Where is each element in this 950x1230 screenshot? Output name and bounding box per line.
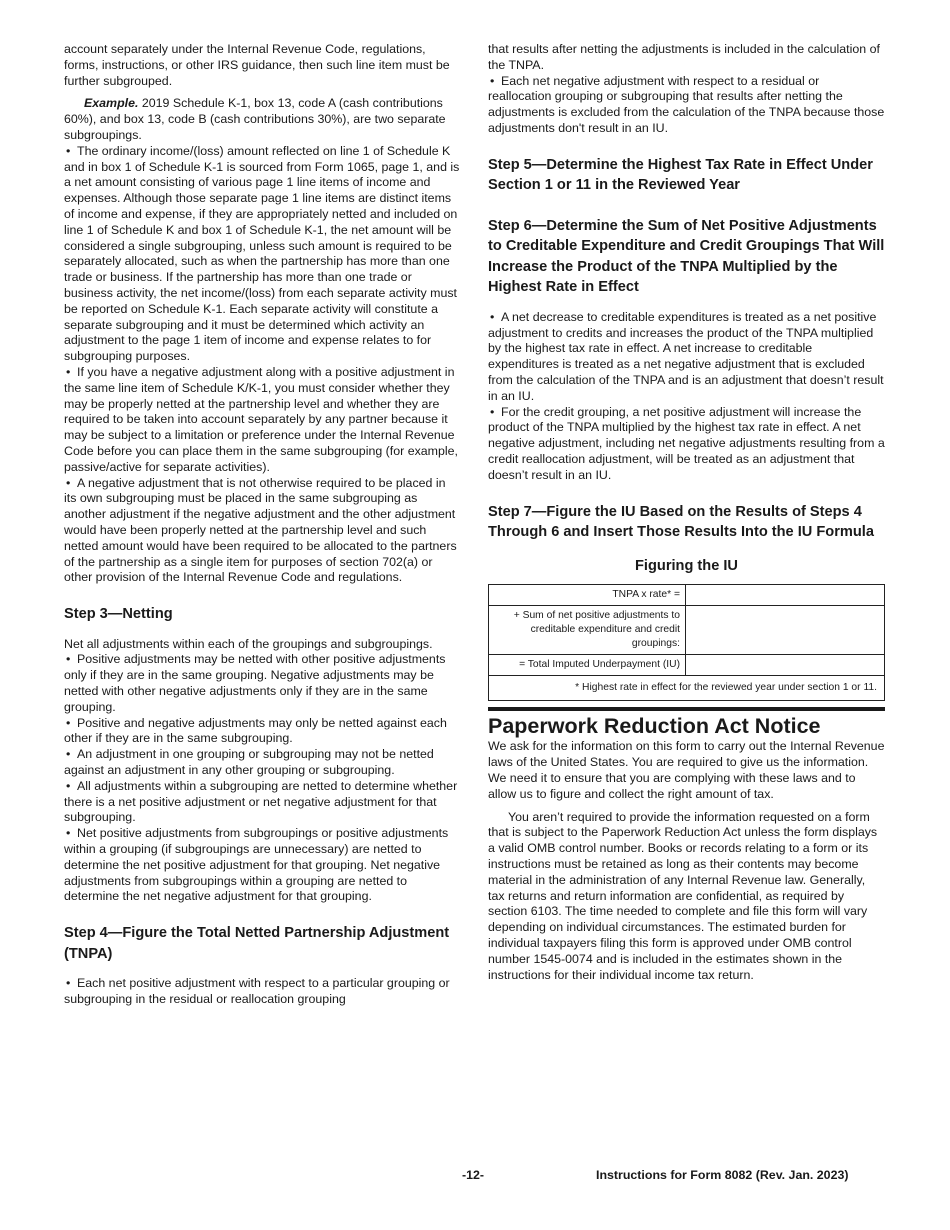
- step5-heading: Step 5—Determine the Highest Tax Rate in Effect Under Section 1 or 11 in the Reviewed Year: [488, 156, 873, 194]
- step4-heading: Step 4—Figure the Total Netted Partnership Adjustment (TNPA): [64, 925, 450, 962]
- example-label: Example.: [84, 96, 139, 111]
- iu-row-label: + Sum of net positive adjustments to creditable expenditure and credit groupings:: [489, 606, 686, 655]
- iu-table: [488, 584, 885, 701]
- step3-intro: Net all adjustments within each of the groupings and subgroupings.: [64, 636, 433, 651]
- bullet-item: • Each net negative adjustment with respect to a residual or reallocation grouping or subgrouping that results after netting the adjustments is excluded from the calculation of the TNPA because those adjustments don't result in an IU.: [488, 74, 885, 137]
- iu-row-label: = Total Imputed Underpayment (IU): [489, 655, 686, 676]
- example-text: 2019 Schedule K-1, box 13, code A (cash contributions 60%), and box 13, code B (cash contributions 30%), are two separate subgroupings.: [64, 96, 446, 142]
- step7-heading: Step 7—Figure the IU Based on the Results of Steps 4 Through 6 and Insert Those Results Into the IU Formula: [488, 503, 874, 541]
- iu-table-title: Figuring the IU: [635, 557, 738, 574]
- page-number: -12-: [462, 1168, 485, 1182]
- bullet-item: • A net decrease to creditable expenditures is treated as a net positive adjustment to credits and increases the product of the TNPA multiplied by the highest tax rate in effect. A net increase to creditable expenditures is treated as a net negative adjustment that is excluded from the calculation of the TNPA and is an adjustment that doesn’t result in an IU.: [488, 310, 885, 405]
- iu-row-value[interactable]: [686, 585, 885, 606]
- iu-footnote: * Highest rate in effect for the reviewed year under section 1 or 11.: [489, 676, 885, 701]
- example-paragraph: [64, 96, 461, 143]
- table-row: [489, 585, 885, 606]
- table-row: [489, 676, 885, 701]
- intro-paragraph: account separately under the Internal Revenue Code, regulations, forms, instructions, or other IRS guidance, then such line item must be further subgrouped.: [64, 42, 450, 88]
- paperwork-paragraph: You aren’t required to provide the information requested on a form that is subject to the Paperwork Reduction Act unless the form displays a valid OMB control number. Books or records relating to a form or its instructions must be retained as long as their contents may become material in the administration of any Internal Revenue law. Generally, tax returns and return information are confidential, as required by section 6103. The time needed to complete and file this form will vary depending on individual circumstances. The estimated burden for individual taxpayers filing this form is approved under OMB control number 1545-0074 and is included in the estimates shown in the instructions for their individual income tax return.: [488, 809, 878, 982]
- step6-heading: Step 6—Determine the Sum of Net Positive Adjustments to Creditable Expenditure and Credit Groupings That Will Increase the Product of the TNPA Multiplied by the Highest Rate in Effect: [488, 217, 885, 296]
- bullet-item: • Net positive adjustments from subgroupings or positive adjustments within a grouping (if subgroupings are unnecessary) are netted to determine the net positive adjustment for that grouping. Net negative adjustments from subgroupings within a grouping are netted to determine the net negative adjustment for that grouping.: [64, 826, 461, 905]
- iu-row-value[interactable]: [686, 655, 885, 676]
- step3-heading: Step 3—Netting: [64, 606, 173, 623]
- bullet-item: • For the credit grouping, a net positive adjustment will increase the product of the TNPA multiplied by the highest tax rate in effect. A net negative adjustment, including net negative adjustments resulting from a credit reallocation adjustment, will be treated as an adjustment that doesn’t result in an IU.: [488, 405, 885, 484]
- section-divider: [488, 707, 885, 711]
- left-column: [64, 42, 461, 1008]
- paperwork-paragraph: We ask for the information on this form to carry out the Internal Revenue laws of the United States. You are required to give us the information. We need it to ensure that you are complying with these laws and to allow us to figure and collect the right amount of tax.: [488, 739, 885, 801]
- bullet-item: • A negative adjustment that is not otherwise required to be placed in its own subgrouping must be placed in the same subgrouping as another adjustment if the negative adjustment and the other adjustment would have been properly netted at the partnership level and such netted amount would have been required to be allocated to the partners of the partnership as a single item for purposes of section 702(a) or other provision of the Internal Revenue Code and regulations.: [64, 476, 461, 587]
- paperwork-heading: Paperwork Reduction Act Notice: [488, 714, 821, 739]
- iu-row-value[interactable]: [686, 606, 885, 655]
- table-row: [489, 655, 885, 676]
- bullet-item: • An adjustment in one grouping or subgrouping may not be netted against an adjustment in any other grouping or subgrouping.: [64, 747, 461, 779]
- iu-row-label: TNPA x rate* =: [489, 585, 686, 606]
- form-title: Instructions for Form 8082 (Rev. Jan. 2023): [596, 1168, 849, 1182]
- bullet-item: • All adjustments within a subgrouping are netted to determine whether there is a net positive adjustment or net negative adjustment for that subgrouping.: [64, 779, 461, 826]
- bullet-item: • Each net positive adjustment with respect to a particular grouping or subgrouping in the residual or reallocation grouping: [64, 976, 461, 1008]
- bullet-item: • The ordinary income/(loss) amount reflected on line 1 of Schedule K and in box 1 of Schedule K-1 is sourced from Form 1065, page 1, and is a net amount consisting of various page 1 line items of income and expenses. Although those separate page 1 line items are distinct items of income and expense, if they are appropriately netted and included on line 1 of Schedule K and box 1 of Schedule K-1, the net amount will be considered a single subgrouping, unless such amount is required to be separately allocated, such as when the partnership has more than one trade or business. If the partnership has more than one trade or business activity, the net income/(loss) from each separate activity must be reported on Schedule K-1. Each separate activity will constitute a separate subgrouping and it must be determined which activity an adjustment to the page 1 item of income and expense relates to for subgrouping purposes.: [64, 144, 461, 365]
- bullet-item: • If you have a negative adjustment along with a positive adjustment in the same line item of Schedule K/K-1, you must consider whether they may be properly netted at the partnership level and whether they are required to be taken into account separately by any partner because it may be subject to a limitation or preference under the Internal Revenue Code before you can place them in the same subgrouping (for example, passive/active for separate activities).: [64, 365, 461, 476]
- bullet-item: • Positive adjustments may be netted with other positive adjustments only if they are in the same grouping. Negative adjustments may be netted with other negative adjustments only if they are in the same grouping.: [64, 652, 461, 715]
- table-row: [489, 606, 885, 655]
- step4-continuation: that results after netting the adjustments is included in the calculation of the TNPA.: [488, 42, 880, 72]
- right-column: [488, 42, 885, 983]
- bullet-item: • Positive and negative adjustments may only be netted against each other if they are in the same subgrouping.: [64, 716, 461, 748]
